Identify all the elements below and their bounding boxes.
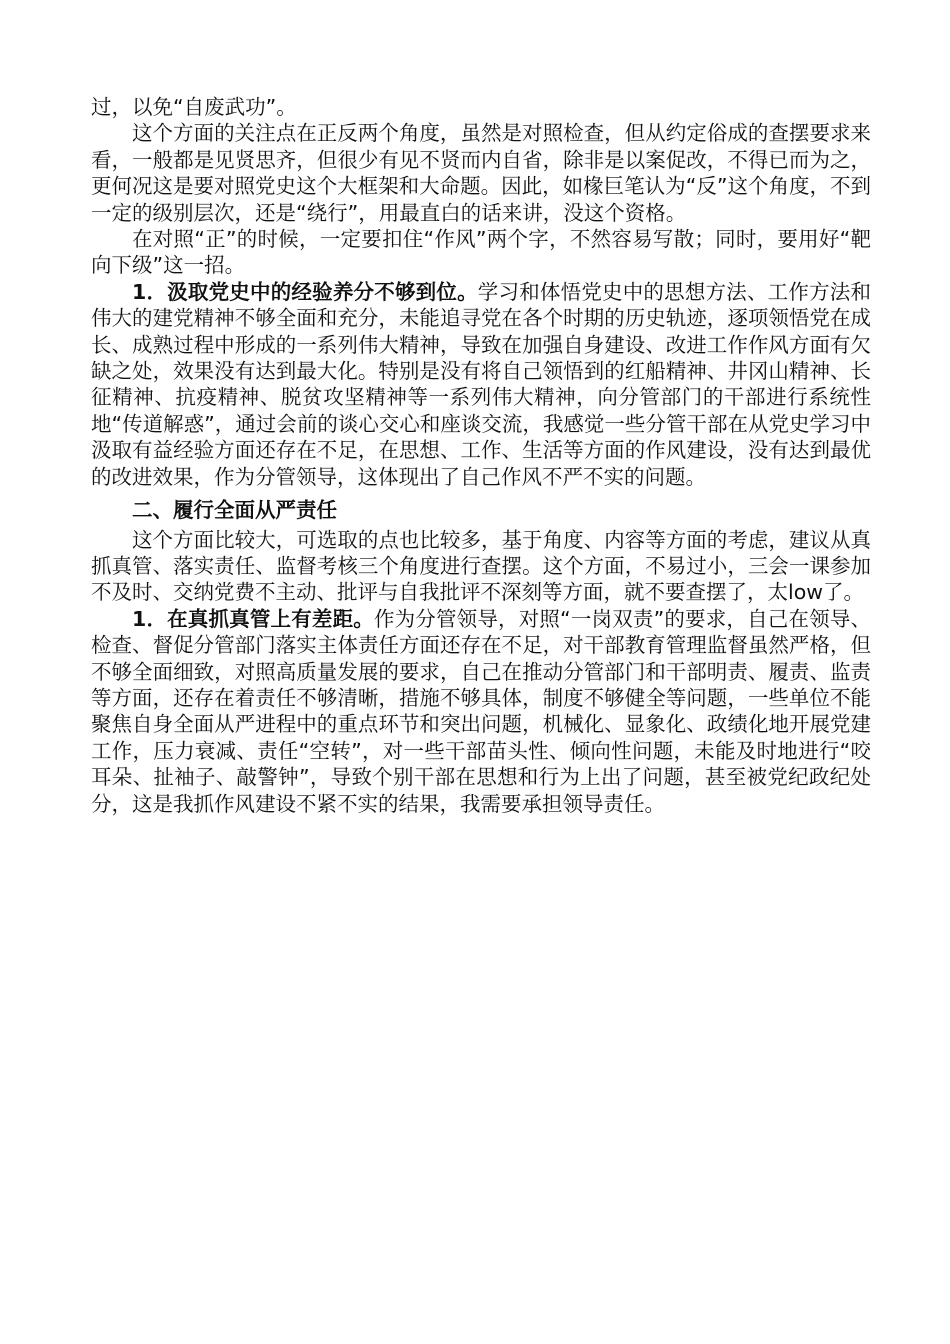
item-text-party-history: 学习和体悟党史中的思想方法、工作方法和伟大的建党精神不够全面和充分，未能追寻党在各个时期的历史轨迹，逐项领悟党在成长、成熟过程中形成的一系列伟大精神，导致在加强自身建设、改进工作作风方面有欠缺之处，效果没有达到最大化。特别是没有将自己领悟到的红船精神、井冈山精神、长征精神、抗疫精神、脱贫攻坚精神等一系列伟大精神，向分管部门的干部进行系统性地“传道解惑”，通过会前的谈心交心和座谈交流，我感觉一些分管干部在从党史学习中汲取有益经验方面还存在不足，在思想、工作、生活等方面的作风建设，没有达到最优的改进效果，作为分管领导，这体现出了自己作风不严不实的问题。 (91, 279, 872, 489)
item-lead-party-history: 1．汲取党史中的经验养分不够到位。 (132, 279, 478, 304)
paragraph-style-focus: 在对照“正”的时候，一定要扣住“作风”两个字，不然容易写散；同时，要用好“靶向下级”这一招。 (91, 227, 871, 278)
paragraph-item-party-history (91, 279, 871, 490)
item-lead-supervision: 1．在真抓真管上有差距。 (132, 606, 374, 631)
document-body (91, 94, 871, 817)
section-heading-responsibility: 二、履行全面从严责任 (132, 498, 337, 523)
paragraph-focus-angles: 这个方面的关注点在正反两个角度，虽然是对照检查，但从约定俗成的查摆要求来看，一般都是见贤思齐，但很少有见不贤而内自省，除非是以案促改，不得已而为之，更何况这是要对照党史这个大框架和大命题。因此，如椽巨笔认为“反”这个角度，不到一定的级别层次，还是“绕行”，用最直白的话来讲，没这个资格。 (91, 121, 871, 225)
paragraph-item-supervision (91, 606, 871, 817)
paragraph-responsibility-intro: 这个方面比较大，可选取的点也比较多，基于角度、内容等方面的考虑，建议从真抓真管、落实责任、监督考核三个角度进行查摆。这个方面，不易过小，三会一课参加不及时、交纳党费不主动、批评与自我批评不深刻等方面，就不要查摆了，太low了。 (91, 527, 871, 605)
paragraph-continuation: 过，以免“自废武功”。 (91, 95, 297, 119)
item-text-supervision: 作为分管领导，对照“一岗双责”的要求，自己在领导、检查、督促分管部门落实主体责任方面还存在不足，对干部教育管理监督虽然严格，但不够全面细致，对照高质量发展的要求，自己在推动分管部门和干部明责、履责、监责等方面，还存在着责任不够清晰，措施不够具体，制度不够健全等问题，一些单位不能聚焦自身全面从严进程中的重点环节和突出问题，机械化、显象化、政绩化地开展党建工作，压力衰减、责任“空转”，对一些干部苗头性、倾向性问题，未能及时地进行“咬耳朵、扯袖子、敲警钟”，导致个别干部在思想和行为上出了问题，甚至被党纪政纪处分，这是我抓作风建设不紧不实的结果，我需要承担领导责任。 (91, 606, 871, 816)
